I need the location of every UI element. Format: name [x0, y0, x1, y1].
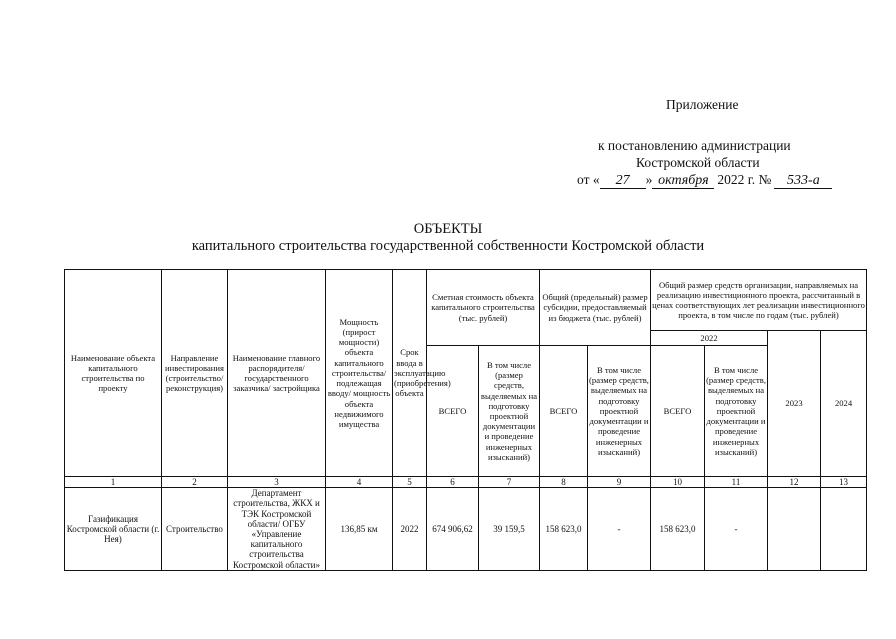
header-estimated-cost: Сметная стоимость объекта капитального строительства (тыс. рублей): [427, 270, 540, 346]
date-day: 27: [600, 174, 646, 189]
column-number: 13: [821, 477, 867, 488]
column-number: 4: [326, 477, 393, 488]
page-subtitle: капитального строительства государственной собственности Костромской области: [191, 238, 705, 254]
header-org-total: ВСЕГО: [651, 346, 705, 477]
row-subsidy-design: -: [588, 488, 651, 571]
date-day-close: »: [645, 172, 653, 187]
document-number: 533-а: [774, 174, 832, 189]
header-cost-total: ВСЕГО: [427, 346, 479, 477]
header-subsidy-total: ВСЕГО: [540, 346, 588, 477]
column-number: 3: [228, 477, 326, 488]
header-cost-design: В том числе (размер средств, выделяемых на подготовку проектной документации и проведение инженерных изысканий): [479, 346, 540, 477]
column-number: 8: [540, 477, 588, 488]
row-2023: [768, 488, 821, 571]
header-year-2024: 2024: [821, 331, 867, 477]
header-capacity: Мощность (прирост мощности) объекта капитального строительства/ подлежащая вводу/ мощность объекта недвижимого имущества: [326, 270, 393, 477]
date-month: октября: [652, 174, 714, 189]
column-number: 10: [651, 477, 705, 488]
table-row: [65, 488, 867, 571]
row-2024: [821, 488, 867, 571]
resolution-line-1: к постановлению администрации: [598, 138, 791, 153]
header-object-name: Наименование объекта капитального строительства по проекту: [65, 270, 162, 477]
header-customer: Наименование главного распорядителя/ государственного заказчика/ застройщика: [228, 270, 326, 477]
row-org-design: -: [705, 488, 768, 571]
row-customer: Департамент строительства, ЖКХ и ТЭК Костромской области/ ОГБУ «Управление капитального строительства Костромской области»: [228, 488, 326, 571]
column-number: 6: [427, 477, 479, 488]
row-subsidy-total: 158 623,0: [540, 488, 588, 571]
date-year-text: 2022 г. №: [717, 172, 772, 187]
header-year-2022: 2022: [651, 331, 768, 346]
header-subsidy-design: В том числе (размер средств, выделяемых на подготовку проектной документации и проведение инженерных изысканий): [588, 346, 651, 477]
header-org-design: В том числе (размер средств, выделяемых на подготовку проектной документации и проведение инженерных изысканий): [705, 346, 768, 477]
header-year-2023: 2023: [768, 331, 821, 477]
header-commission-date: Срок ввода в эксплуатацию (приобретения) объекта: [393, 270, 427, 477]
column-number: 12: [768, 477, 821, 488]
header-subsidy: Общий (предельный) размер субсидии, предоставляемый из бюджета (тыс. рублей): [540, 270, 651, 346]
column-number: 11: [705, 477, 768, 488]
header-investment-direction: Направление инвестирования (строительство/ реконструкция): [162, 270, 228, 477]
row-capacity: 136,85 км: [326, 488, 393, 571]
column-number: 1: [65, 477, 162, 488]
row-org-total: 158 623,0: [651, 488, 705, 571]
row-object-name: Газификация Костромской области (г. Нея): [65, 488, 162, 571]
column-number: 5: [393, 477, 427, 488]
row-cost-design: 39 159,5: [479, 488, 540, 571]
row-year: 2022: [393, 488, 427, 571]
objects-table: [64, 269, 867, 571]
header-organization-funds: Общий размер средств организации, направляемых на реализацию инвестиционного проекта, рассчитанный в ценах соответствующих лет реализации инвестиционного проекта, в том числе по годам (тыс. рублей): [651, 270, 867, 331]
date-prefix: от «: [577, 172, 600, 187]
column-number: 2: [162, 477, 228, 488]
row-direction: Строительство: [162, 488, 228, 571]
column-number: 9: [588, 477, 651, 488]
page-title: ОБЪЕКТЫ: [413, 221, 483, 237]
resolution-date-line: [577, 172, 832, 189]
resolution-line-2: Костромской области: [636, 155, 760, 170]
row-cost-total: 674 906,62: [427, 488, 479, 571]
appendix-label: Приложение: [666, 97, 739, 112]
column-number: 7: [479, 477, 540, 488]
